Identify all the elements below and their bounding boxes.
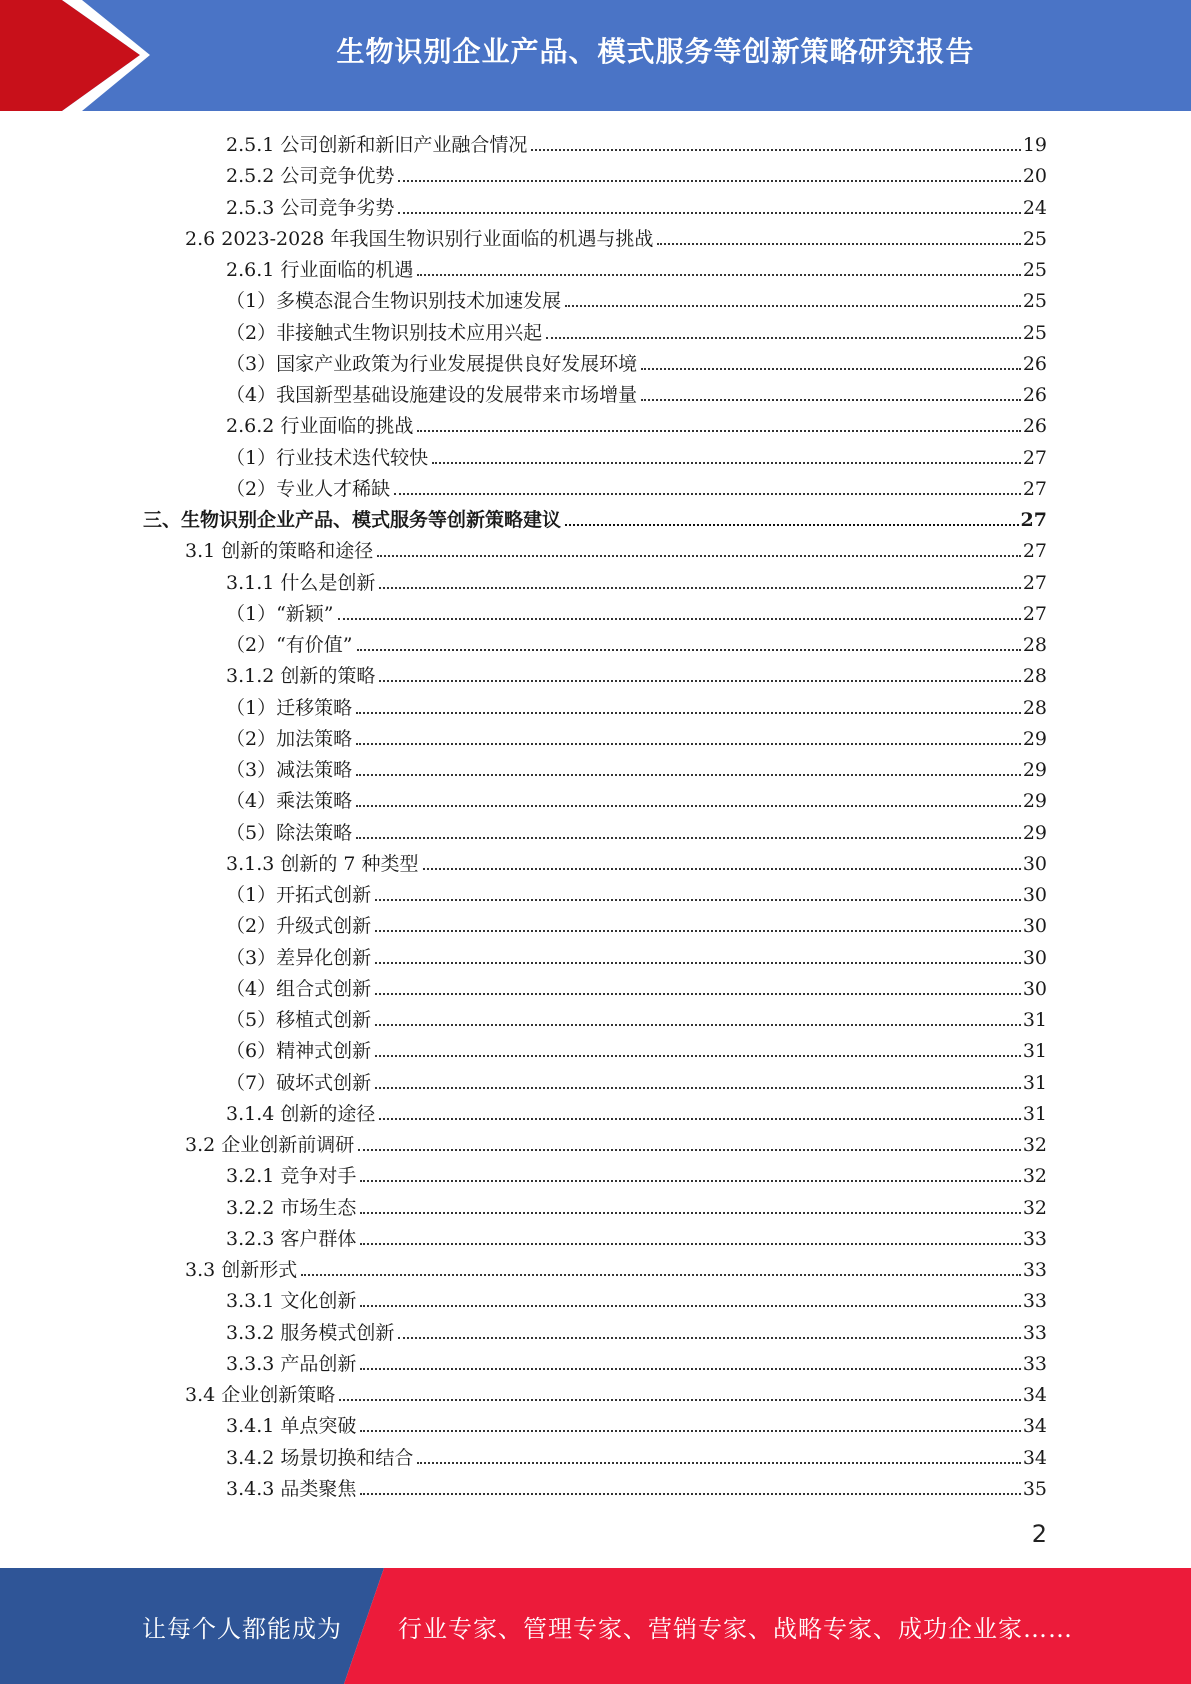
toc-entry-label: 三、生物识别企业产品、模式服务等创新策略建议 [143, 509, 562, 531]
toc-dot-leader [360, 1429, 1020, 1432]
toc-dot-leader [531, 148, 1020, 151]
toc-entry-label: 3.4.2 场景切换和结合 [226, 1446, 414, 1469]
toc-entry[interactable] [185, 1251, 1047, 1282]
toc-entry-page: 25 [1022, 227, 1047, 250]
toc-entry[interactable] [185, 1126, 1047, 1157]
toc-entry-label: （1）迁移策略 [226, 696, 353, 719]
toc-dot-leader [339, 1398, 1021, 1401]
toc-entry[interactable] [226, 1314, 1047, 1345]
toc-entry-label: （5）除法策略 [226, 821, 353, 844]
footer-slogan-left: 让每个人都能成为 [142, 1614, 342, 1643]
toc-dot-leader [546, 336, 1021, 339]
toc-entry-label: （2）加法策略 [226, 727, 353, 750]
toc-dot-leader [565, 523, 1019, 526]
toc-entry-label: （5）移植式创新 [226, 1009, 372, 1031]
toc-entry-page: 31 [1022, 1040, 1047, 1063]
red-chevron-icon [0, 0, 160, 111]
toc-entry-page: 29 [1022, 821, 1047, 844]
toc-entry-page: 32 [1022, 1165, 1047, 1188]
toc-entry-label: 2.6 2023-2028 年我国生物识别行业面临的机遇与挑战 [185, 227, 654, 250]
toc-entry-page: 27 [1022, 540, 1047, 563]
toc-dot-leader [358, 1148, 1021, 1151]
toc-entry[interactable] [226, 282, 1047, 313]
toc-entry[interactable] [226, 720, 1047, 751]
toc-dot-leader [398, 179, 1020, 182]
toc-entry-label: （1）多模态混合生物识别技术加速发展 [226, 290, 562, 313]
toc-entry-label: 3.1 创新的策略和途径 [185, 540, 374, 563]
toc-dot-leader [356, 773, 1021, 776]
toc-entry[interactable] [226, 657, 1047, 688]
toc-entry[interactable] [185, 1376, 1047, 1407]
toc-dot-leader [360, 1304, 1020, 1307]
toc-entry-page: 24 [1022, 196, 1047, 219]
toc-entry[interactable] [226, 1157, 1047, 1188]
toc-entry-label: 3.3.1 文化创新 [226, 1290, 357, 1313]
toc-entry[interactable] [226, 970, 1047, 1001]
toc-dot-leader [375, 1023, 1021, 1026]
toc-entry-label: 3.2.3 客户群体 [226, 1227, 357, 1250]
toc-entry-label: 3.2.1 竞争对手 [226, 1165, 357, 1188]
toc-dot-leader [301, 1273, 1021, 1276]
toc-entry[interactable] [226, 564, 1047, 595]
toc-dot-leader [379, 679, 1020, 682]
toc-entry[interactable] [226, 314, 1047, 345]
toc-entry-page: 30 [1022, 915, 1047, 938]
toc-entry[interactable] [226, 845, 1047, 876]
toc-dot-leader [432, 461, 1021, 464]
toc-entry-page: 31 [1022, 1102, 1047, 1125]
toc-entry-page: 28 [1022, 665, 1047, 688]
toc-entry[interactable] [226, 782, 1047, 813]
toc-dot-leader [357, 648, 1021, 651]
toc-entry[interactable] [226, 689, 1047, 720]
toc-entry-page: 20 [1022, 165, 1047, 188]
toc-entry-page: 27 [1020, 509, 1047, 531]
toc-entry-page: 26 [1022, 384, 1047, 406]
toc-entry[interactable] [226, 1064, 1047, 1095]
toc-entry-label: （7）破坏式创新 [226, 1071, 372, 1094]
toc-entry-label: 3.4.1 单点突破 [226, 1415, 357, 1438]
toc-entry-label: 3.1.4 创新的途径 [226, 1102, 376, 1125]
toc-entry-label: 3.1.2 创新的策略 [226, 665, 376, 688]
toc-dot-leader [565, 304, 1021, 307]
toc-entry-page: 25 [1022, 321, 1047, 344]
toc-entry-page: 29 [1022, 759, 1047, 781]
toc-entry[interactable] [143, 501, 1047, 532]
toc-entry[interactable] [226, 189, 1047, 220]
toc-entry-label: 3.1.3 创新的 7 种类型 [226, 852, 419, 875]
toc-entry[interactable] [185, 220, 1047, 251]
toc-entry[interactable] [226, 439, 1047, 470]
toc-entry-page: 28 [1022, 696, 1047, 719]
toc-dot-leader [377, 554, 1021, 557]
toc-entry-label: 3.2 企业创新前调研 [185, 1134, 355, 1156]
toc-entry[interactable] [226, 1282, 1047, 1313]
toc-dot-leader [375, 898, 1021, 901]
toc-entry[interactable] [226, 939, 1047, 970]
toc-entry[interactable] [226, 376, 1047, 407]
toc-entry[interactable] [226, 470, 1047, 501]
toc-entry-label: （3）差异化创新 [226, 946, 372, 969]
toc-entry-label: （4）组合式创新 [226, 977, 372, 1000]
toc-entry[interactable] [226, 345, 1047, 376]
toc-entry-page: 29 [1022, 790, 1047, 813]
toc-entry[interactable] [226, 876, 1047, 907]
toc-dot-leader [375, 992, 1021, 995]
toc-entry[interactable] [226, 1001, 1047, 1032]
toc-entry-label: 2.5.2 公司竞争优势 [226, 165, 395, 188]
toc-entry-label: （2）升级式创新 [226, 915, 372, 938]
toc-entry[interactable] [226, 407, 1047, 438]
toc-dot-leader [394, 492, 1021, 495]
toc-dot-leader [398, 1336, 1020, 1339]
toc-entry-label: 3.3 创新形式 [185, 1259, 298, 1281]
footer-slogan-right: 行业专家、管理专家、营销专家、战略专家、成功企业家…… [398, 1614, 1073, 1643]
toc-entry-page: 27 [1022, 446, 1047, 469]
toc-entry-label: 2.5.1 公司创新和新旧产业融合情况 [226, 134, 528, 156]
toc-entry[interactable] [226, 595, 1047, 626]
toc-entry-page: 31 [1022, 1071, 1047, 1094]
toc-dot-leader [417, 429, 1020, 432]
toc-entry-label: （2）“有价值” [226, 634, 353, 656]
toc-entry-page: 25 [1022, 290, 1047, 313]
toc-dot-leader [641, 367, 1021, 370]
toc-dot-leader [356, 742, 1021, 745]
toc-entry-label: （1）开拓式创新 [226, 884, 372, 906]
toc-entry-page: 35 [1022, 1477, 1047, 1500]
toc-entry-label: 3.2.2 市场生态 [226, 1196, 357, 1219]
toc-entry-label: （6）精神式创新 [226, 1040, 372, 1063]
toc-entry-page: 31 [1022, 1009, 1047, 1031]
toc-entry-page: 33 [1022, 1290, 1047, 1313]
toc-entry-page: 27 [1022, 571, 1047, 594]
toc-dot-leader [375, 1086, 1021, 1089]
toc-entry[interactable] [226, 626, 1047, 657]
toc-entry[interactable] [226, 1407, 1047, 1438]
toc-entry-page: 29 [1022, 727, 1047, 750]
toc-entry[interactable] [226, 1220, 1047, 1251]
toc-entry-page: 30 [1022, 884, 1047, 906]
toc-entry-label: 2.6.2 行业面临的挑战 [226, 415, 414, 438]
toc-dot-leader [360, 1492, 1020, 1495]
toc-dot-leader [360, 1179, 1020, 1182]
toc-entry-label: （2）非接触式生物识别技术应用兴起 [226, 321, 543, 344]
toc-entry-page: 30 [1022, 946, 1047, 969]
toc-entry[interactable] [226, 1189, 1047, 1220]
toc-entry-label: 2.6.1 行业面临的机遇 [226, 259, 414, 281]
toc-entry[interactable] [226, 157, 1047, 188]
page-header [0, 0, 1191, 111]
toc-entry-page: 19 [1022, 134, 1047, 156]
toc-entry-label: （3）国家产业政策为行业发展提供良好发展环境 [226, 352, 638, 375]
toc-entry-label: （1）“新颖” [226, 602, 334, 625]
toc-dot-leader [417, 1461, 1020, 1464]
toc-entry-label: 2.5.3 公司竞争劣势 [226, 196, 395, 219]
toc-entry-page: 33 [1022, 1259, 1047, 1281]
toc-entry-label: 3.3.3 产品创新 [226, 1352, 357, 1375]
toc-dot-leader [356, 711, 1021, 714]
toc-entry[interactable] [226, 251, 1047, 282]
toc-dot-leader [356, 804, 1021, 807]
toc-entry-page: 34 [1022, 1415, 1047, 1438]
toc-entry[interactable] [226, 1470, 1047, 1501]
toc-entry-label: （4）乘法策略 [226, 790, 353, 813]
toc-dot-leader [375, 961, 1021, 964]
toc-dot-leader [360, 1211, 1020, 1214]
toc-entry[interactable] [226, 1345, 1047, 1376]
toc-entry-page: 28 [1022, 634, 1047, 656]
toc-entry[interactable] [226, 1095, 1047, 1126]
toc-entry-page: 27 [1022, 602, 1047, 625]
toc-entry-page: 32 [1022, 1196, 1047, 1219]
toc-dot-leader [360, 1242, 1020, 1245]
toc-entry-page: 33 [1022, 1321, 1047, 1344]
toc-dot-leader [356, 836, 1021, 839]
toc-entry-label: （2）专业人才稀缺 [226, 477, 391, 500]
toc-dot-leader [417, 273, 1020, 276]
toc-entry-page: 30 [1022, 852, 1047, 875]
toc-entry[interactable] [226, 126, 1047, 157]
page-number: 2 [1031, 1520, 1047, 1548]
toc-entry[interactable] [226, 1439, 1047, 1470]
toc-dot-leader [423, 867, 1021, 870]
toc-entry-page: 33 [1022, 1352, 1047, 1375]
toc-entry-label: （3）减法策略 [226, 759, 353, 781]
toc-dot-leader [641, 398, 1021, 401]
toc-entry-label: （1）行业技术迭代较快 [226, 446, 429, 469]
toc-entry-page: 27 [1022, 477, 1047, 500]
toc-dot-leader [657, 242, 1020, 245]
toc-entry-page: 26 [1022, 415, 1047, 438]
toc-entry[interactable] [185, 532, 1047, 563]
toc-entry[interactable] [226, 751, 1047, 782]
toc-entry-page: 34 [1022, 1446, 1047, 1469]
toc-entry-label: 3.4.3 品类聚焦 [226, 1477, 357, 1500]
toc-entry-page: 33 [1022, 1227, 1047, 1250]
page-footer [0, 1568, 1191, 1684]
toc-entry-page: 32 [1022, 1134, 1047, 1156]
toc-dot-leader [375, 1054, 1021, 1057]
toc-dot-leader [375, 929, 1021, 932]
toc-entry-page: 25 [1022, 259, 1047, 281]
toc-dot-leader [398, 211, 1020, 214]
document-title: 生物识别企业产品、模式服务等创新策略研究报告 [336, 35, 975, 68]
toc-entry[interactable] [226, 1032, 1047, 1063]
toc-dot-leader [379, 1117, 1020, 1120]
toc-entry[interactable] [226, 814, 1047, 845]
toc-entry-label: 3.3.2 服务模式创新 [226, 1321, 395, 1344]
toc-dot-leader [379, 586, 1020, 589]
toc-entry-label: （4）我国新型基础设施建设的发展带来市场增量 [226, 384, 638, 406]
toc-entry-label: 3.4 企业创新策略 [185, 1384, 336, 1406]
toc-entry[interactable] [226, 907, 1047, 938]
toc-dot-leader [360, 1367, 1020, 1370]
toc-entry-page: 34 [1022, 1384, 1047, 1406]
toc-entry-label: 3.1.1 什么是创新 [226, 571, 376, 594]
toc-entry-page: 30 [1022, 977, 1047, 1000]
toc-entry-page: 26 [1022, 352, 1047, 375]
toc-dot-leader [338, 617, 1021, 620]
